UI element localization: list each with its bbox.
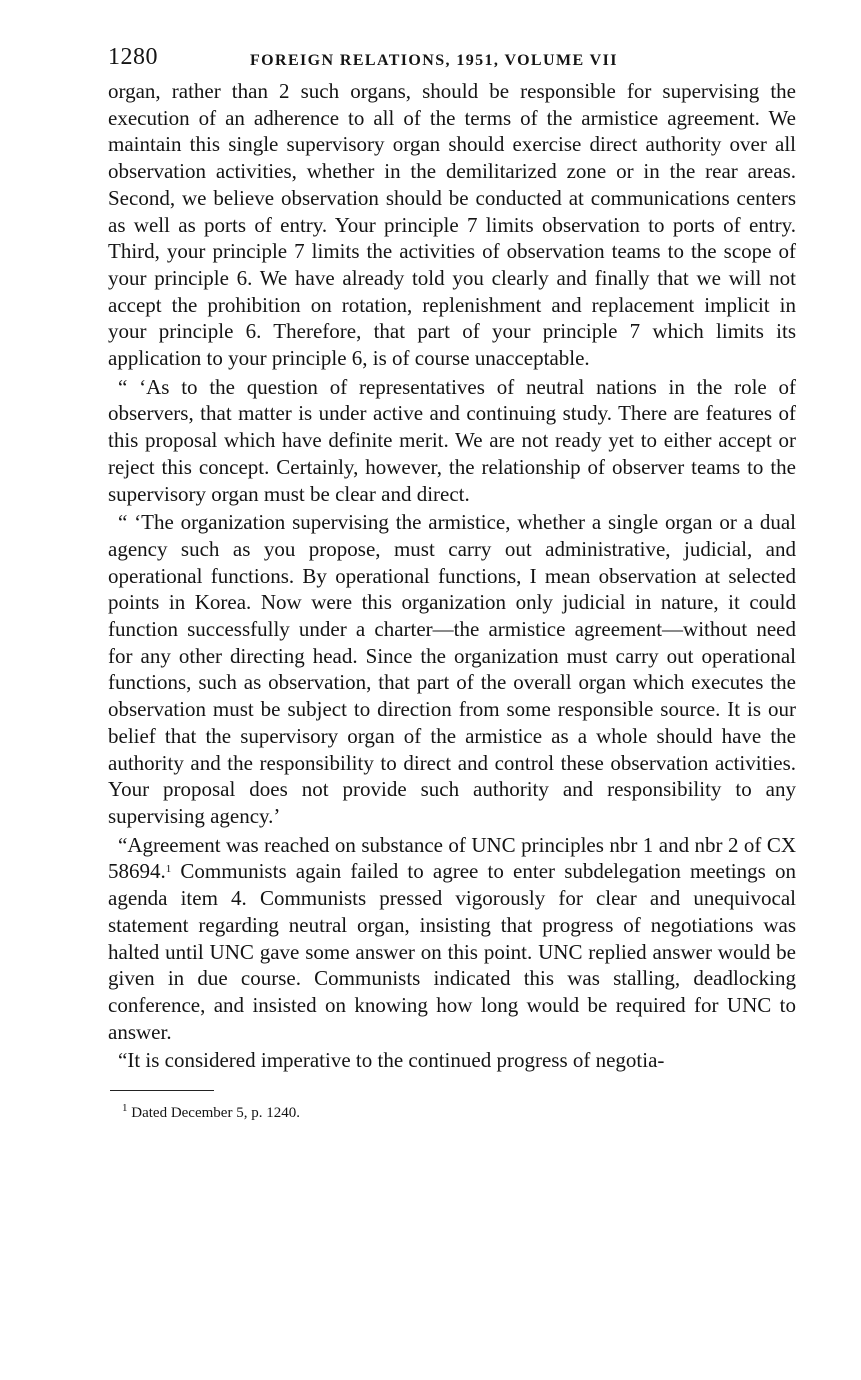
page-header (108, 40, 796, 78)
footnote-reference: 1 (165, 863, 172, 876)
paragraph-text: Communists again failed to agree to enter subdelegation meetings on agenda item 4. Communists pressed vigorously for clear and unequivocal statement regarding neutral organ, insisting that progress of negotiations was halted until UNC gave some answer on this point. UNC replied answer would be given in due course. Communists indicated this was stalling, deadlocking conference, and insisted on knowing how long would be required for UNC to answer. (108, 859, 796, 1044)
footnote-text: Dated December 5, p. 1240. (131, 1105, 300, 1122)
paragraph: “ ‘The organization supervising the armistice, whether a single organ or a dual agency such as you propose, must carry out administrative, judicial, and operational functions. By operational functions, I mean observation at selected points in Korea. Now were this organization only judicial in nature, it could function successfully under a charter—the armistice agreement—without need for any other directing head. Since the organization must carry out operational functions, such as observation, that part of the overall organ which executes the observation must be subject to direction from some responsible source. It is our belief that the supervisory organ of the armistice as a whole should have the authority and the responsibility to direct and control these observation activities. Your proposal does not provide such authority and responsibility to any supervising agency.’ (108, 510, 796, 828)
footnote-marker: 1 (122, 1102, 128, 1115)
body-text (108, 78, 796, 1074)
page-number: 1280 (108, 44, 158, 70)
paragraph: “ ‘As to the question of representatives of neutral nations in the role of observers, that matter is under active and continuing study. There are features of this proposal which have definite merit. We are not ready yet to either accept or reject this concept. Certainly, however, the relationship of observer teams to the supervisory organ must be clear and direct. (108, 374, 796, 506)
document-page (108, 40, 796, 1123)
paragraph (108, 832, 796, 1046)
paragraph: organ, rather than 2 such organs, should be responsible for supervising the execution of an adherence to all of the terms of the armistice agreement. We maintain this single supervisory organ should exercise direct authority over all observation activities, whether in the demilitarized zone or in the rear areas. Second, we believe observation should be conducted at communications centers as well as ports of entry. Your principle 7 limits observation to ports of entry. Third, your principle 7 limits the activities of observation teams to the scope of your principle 6. We have already told you clearly and finally that we will not accept the prohibition on rotation, replenishment and replacement implicit in your principle 6. Therefore, that part of your principle 7 which limits its application to your principle 6, is of course unacceptable. (108, 79, 796, 371)
paragraph-text: “Agreement was reached on substance of UNC principles nbr 1 and nbr 2 of CX 58694. (108, 832, 796, 884)
footnote-divider (110, 1090, 214, 1091)
running-head: FOREIGN RELATIONS, 1951, VOLUME VII (250, 52, 618, 69)
paragraph: “It is considered imperative to the continued progress of negotia- (118, 1048, 665, 1073)
footnote (122, 1103, 796, 1123)
